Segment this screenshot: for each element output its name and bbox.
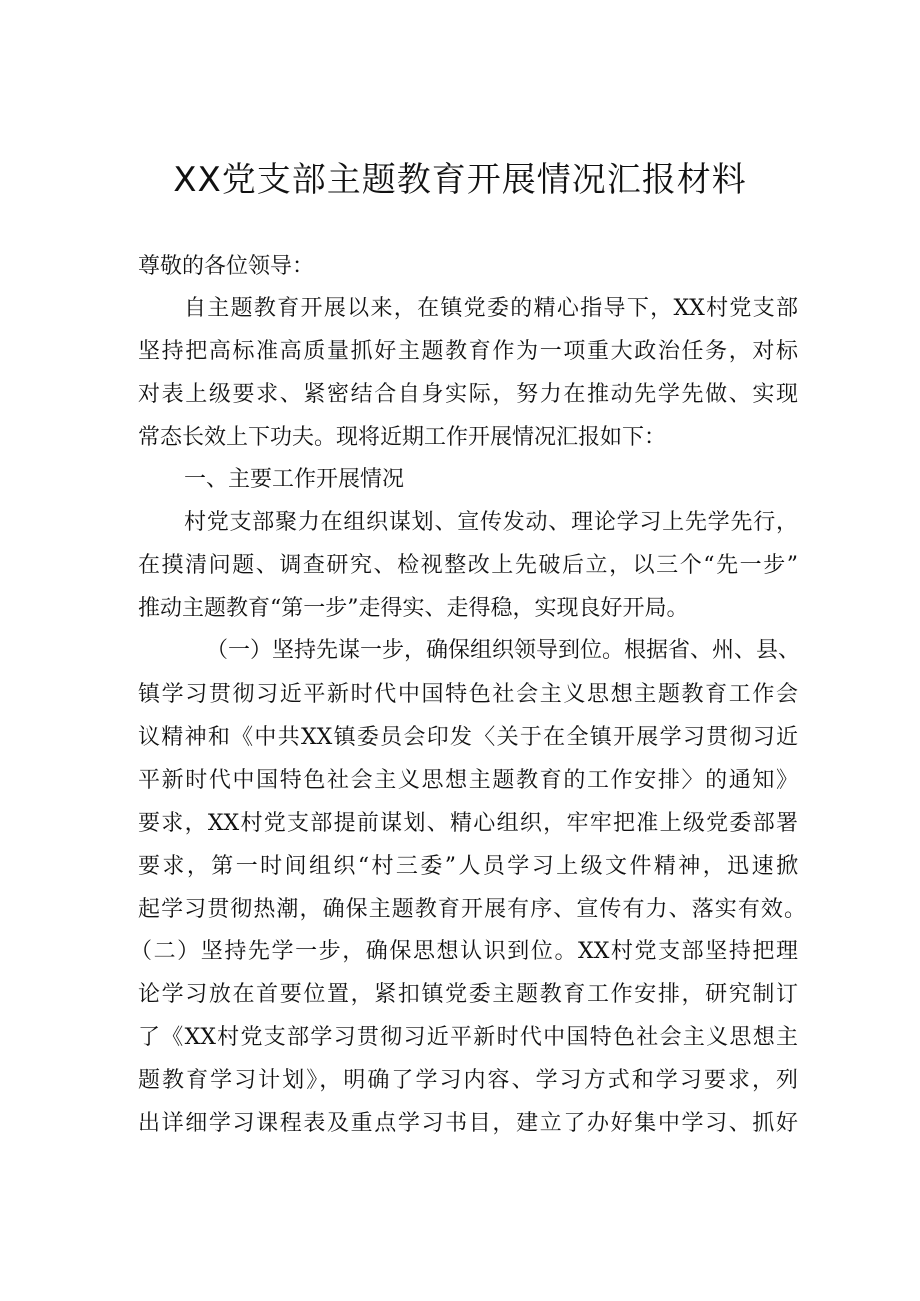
paragraph-line: 出详细学习课程表及重点学习书目，建立了办好集中学习、抓好: [138, 1111, 798, 1136]
paragraph-line: 常态长效上下功夫。现将近期工作开展情况汇报如下：: [138, 425, 667, 450]
paragraph-line: 对表上级要求、紧密结合自身实际，努力在推动先学先做、实现: [138, 382, 798, 407]
paragraph-line: 题教育学习计划》，明确了学习内容、学习方式和学习要求，列: [138, 1068, 798, 1093]
paragraph-line: 要求，XX村党支部提前谋划、精心组织，牢牢把准上级党委部署: [138, 811, 798, 836]
paragraph-line: 了《XX村党支部学习贯彻习近平新时代中国特色社会主义思想主: [138, 1025, 798, 1050]
document-title: XX党支部主题教育开展情况汇报材料: [173, 160, 747, 200]
paragraph-line: 坚持把高标准高质量抓好主题教育作为一项重大政治任务，对标: [138, 339, 798, 364]
paragraph-line: 镇学习贯彻习近平新时代中国特色社会主义思想主题教育工作会: [138, 682, 798, 707]
paragraph-line: 在摸清问题、调查研究、检视整改上先破后立，以三个“先一步”: [138, 553, 798, 578]
section-heading: 一、主要工作开展情况: [184, 467, 405, 492]
paragraph-line: 论学习放在首要位置，紧扣镇党委主题教育工作安排，研究制订: [138, 982, 798, 1007]
salutation: 尊敬的各位领导：: [138, 254, 315, 279]
paragraph-line: 议精神和《中共XX镇委员会印发〈关于在全镇开展学习贯彻习近: [138, 725, 798, 750]
paragraph-line: 要求，第一时间组织“村三委”人员学习上级文件精神，迅速掀: [138, 854, 798, 879]
paragraph-line: 村党支部聚力在组织谋划、宣传发动、理论学习上先学先行，: [184, 510, 798, 535]
paragraph-line: 起学习贯彻热潮，确保主题教育开展有序、宣传有力、落实有效。: [138, 897, 806, 922]
paragraph-line: （一）坚持先谋一步，确保组织领导到位。根据省、州、县、: [206, 638, 801, 663]
paragraph-line: （二）坚持先学一步，确保思想认识到位。XX村党支部坚持把理: [130, 939, 798, 964]
paragraph-line: 平新时代中国特色社会主义思想主题教育的工作安排〉的通知》: [138, 768, 798, 793]
paragraph-line: 推动主题教育“第一步”走得实、走得稳，实现良好开局。: [138, 596, 689, 621]
paragraph-line: 自主题教育开展以来，在镇党委的精心指导下，XX村党支部: [184, 296, 798, 321]
